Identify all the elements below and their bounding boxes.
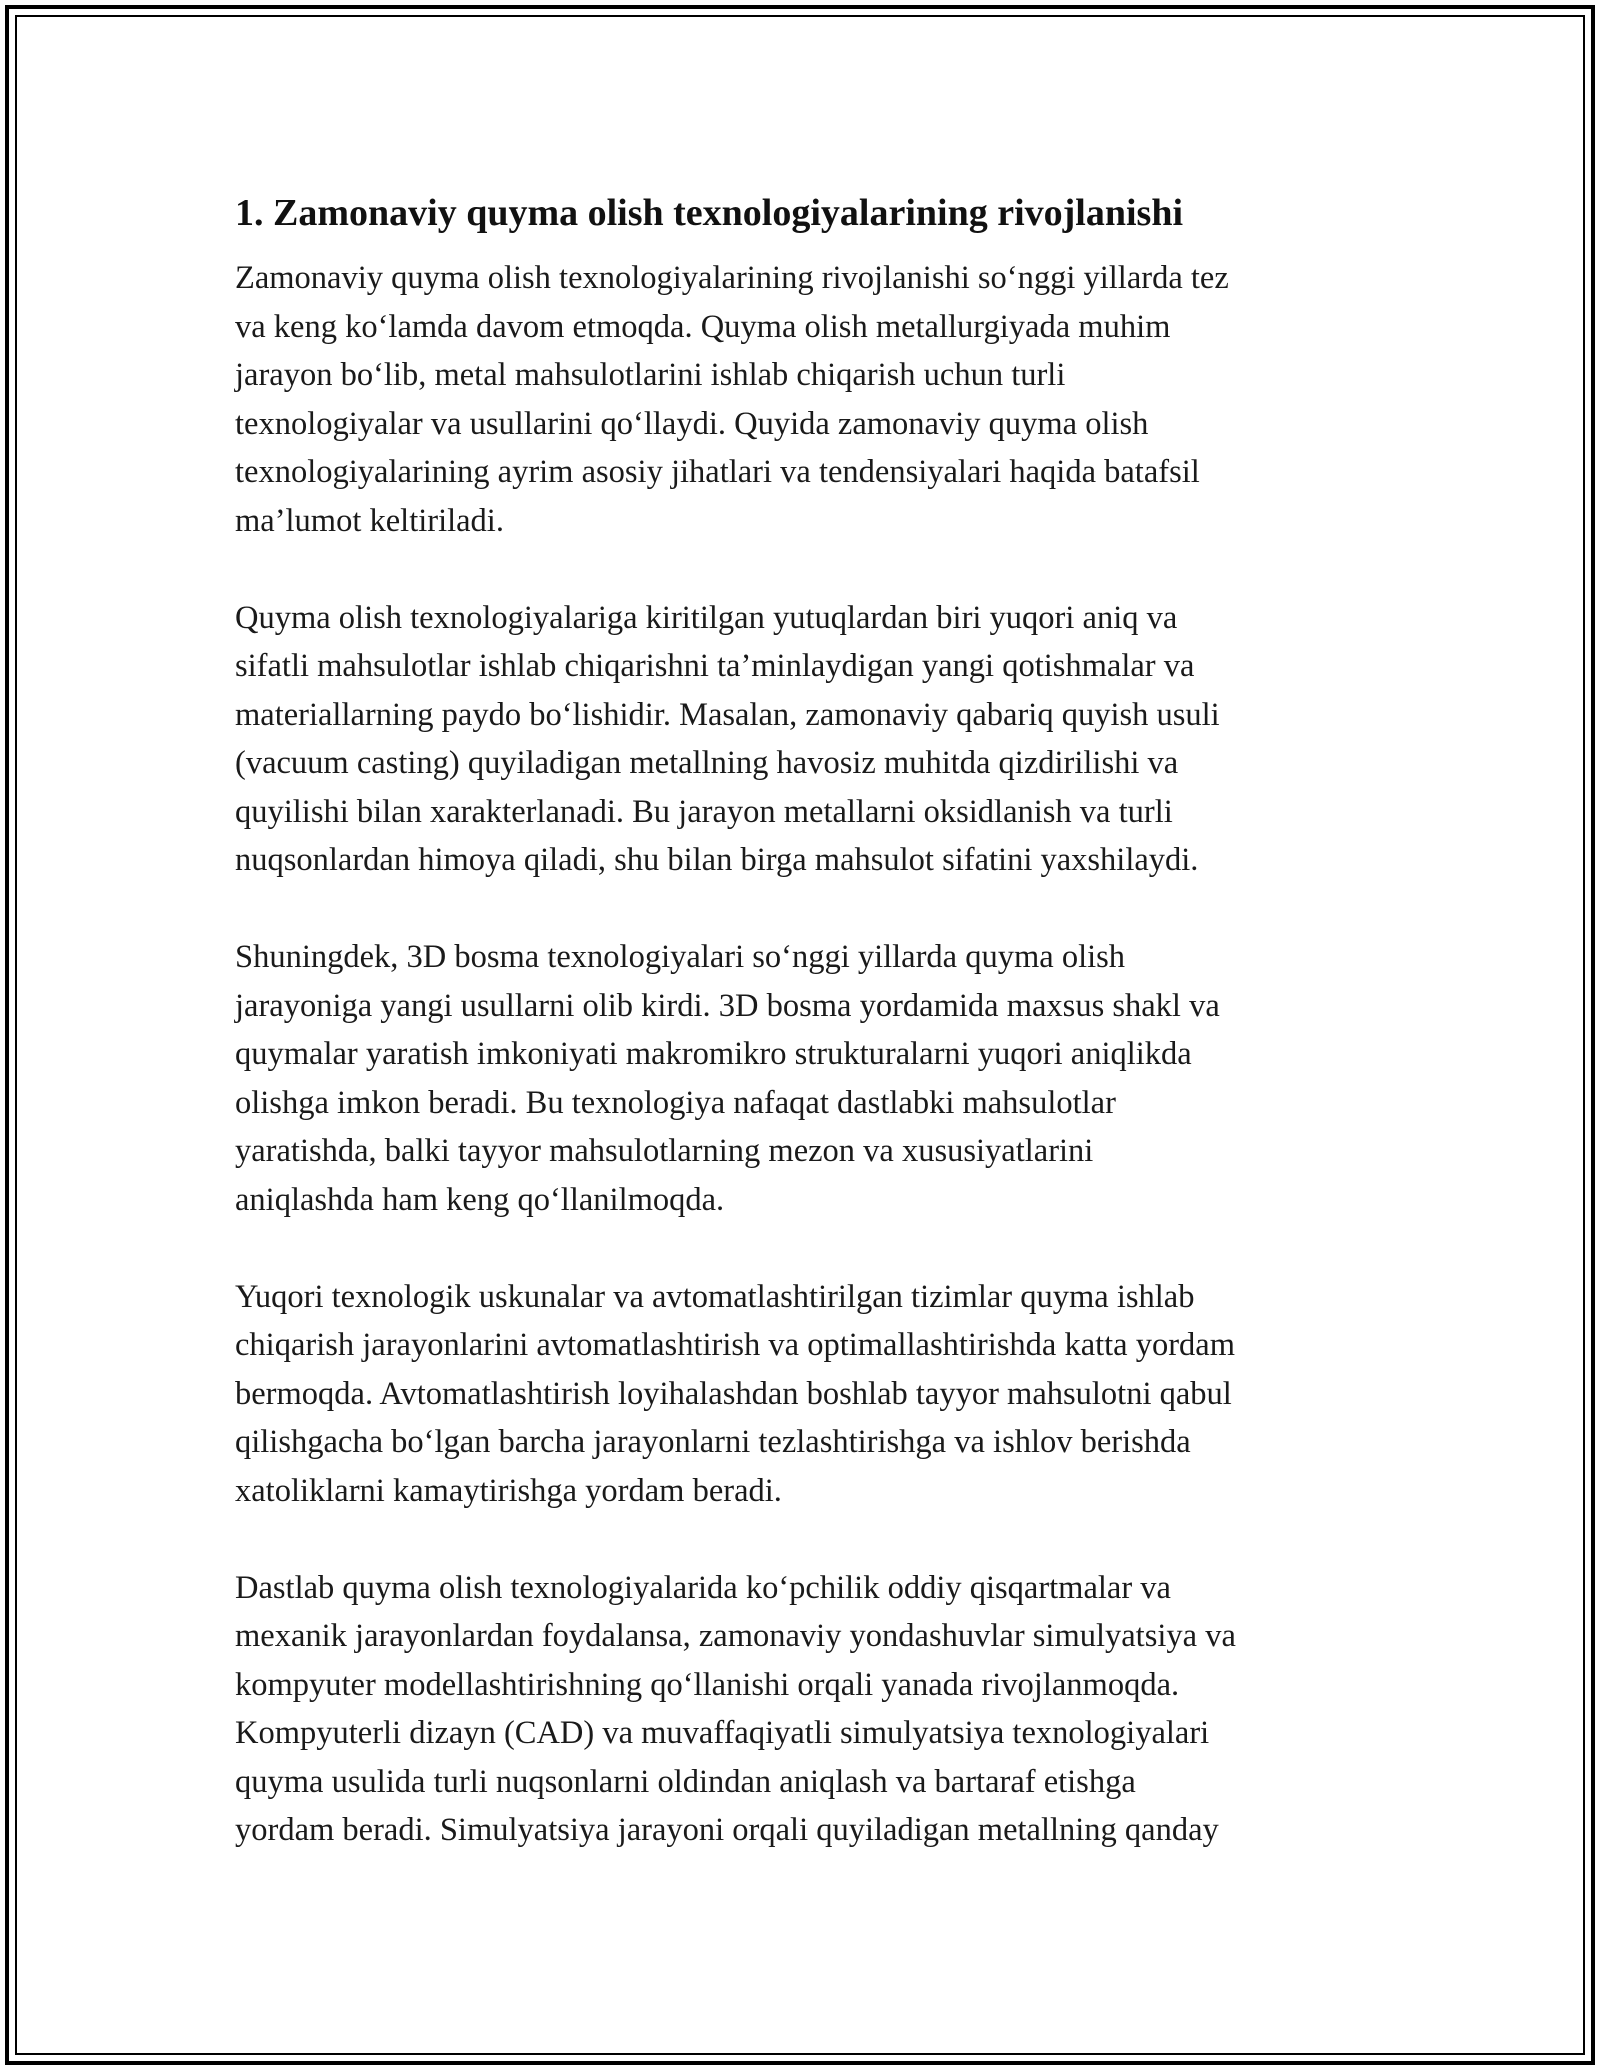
paragraph-2: Quyma olish texnologiyalariga kiritilgan yutuqlardan biri yuqori aniq va sifatli mahsulotlar ishlab chiqarishni ta’minlaydigan yangi qotishmalar va materiallarning paydo bo‘lishidir. Masalan, zamonaviy qabariq quyish usuli (vacuum casting) quyiladigan metallning havosiz muhitda qizdirilishi va quyilishi bilan xarakterlanadi. Bu jarayon metallarni oksidlanish va turli nuqsonlardan himoya qiladi, shu bilan birga mahsulot sifatini yaxshilaydi. bbox=[235, 599, 1220, 878]
document-body bbox=[235, 186, 1375, 1903]
paragraph-1: Zamonaviy quyma olish texnologiyalarining rivojlanishi so‘nggi yillarda tez va keng ko‘lamda davom etmoqda. Quyma olish metallurgiyada muhim jarayon bo‘lib, metal mahsulotlarini ishlab chiqarish uchun turli texnologiyalar va usullarini qo‘llaydi. Quyida zamonaviy quyma olish texnologiyalarining ayrim asosiy jihatlari va tendensiyalari haqida batafsil ma’lumot keltiriladi. bbox=[235, 260, 1229, 539]
paragraph-5: Dastlab quyma olish texnologiyalarida ko‘pchilik oddiy qisqartmalar va mexanik jarayonlardan foydalansa, zamonaviy yondashuvlar simulyatsiya va kompyuter modellashtirishning qo‘llanishi orqali yanada rivojlanmoqda. Kompyuterli dizayn (CAD) va muvaffaqiyatli simulyatsiya texnologiyalari quyma usulida turli nuqsonlarni oldindan aniqlash va bartaraf etishga yordam beradi. Simulyatsiya jarayoni orqali quyiladigan metallning qanday bbox=[235, 1569, 1236, 1848]
paragraph-4: Yuqori texnologik uskunalar va avtomatlashtirilgan tizimlar quyma ishlab chiqarish jarayonlarini avtomatlashtirish va optimallashtirishda katta yordam bermoqda. Avtomatlashtirish loyihalashdan boshlab tayyor mahsulotni qabul qilishgacha bo‘lgan barcha jarayonlarni tezlashtirishga va ishlov berishda xatoliklarni kamaytirishga yordam beradi. bbox=[235, 1278, 1236, 1509]
paragraph-3: Shuningdek, 3D bosma texnologiyalari so‘nggi yillarda quyma olish jarayoniga yangi usullarni olib kirdi. 3D bosma yordamida maxsus shakl va quymalar yaratish imkoniyati makromikro strukturalarni yuqori aniqlikda olishga imkon beradi. Bu texnologiya nafaqat dastlabki mahsulotlar yaratishda, balki tayyor mahsulotlarning mezon va xususiyatlarini aniqlashda ham keng qo‘llanilmoqda. bbox=[235, 939, 1220, 1218]
section-heading: 1. Zamonaviy quyma olish texnologiyalarining rivojlanishi bbox=[235, 192, 1184, 234]
